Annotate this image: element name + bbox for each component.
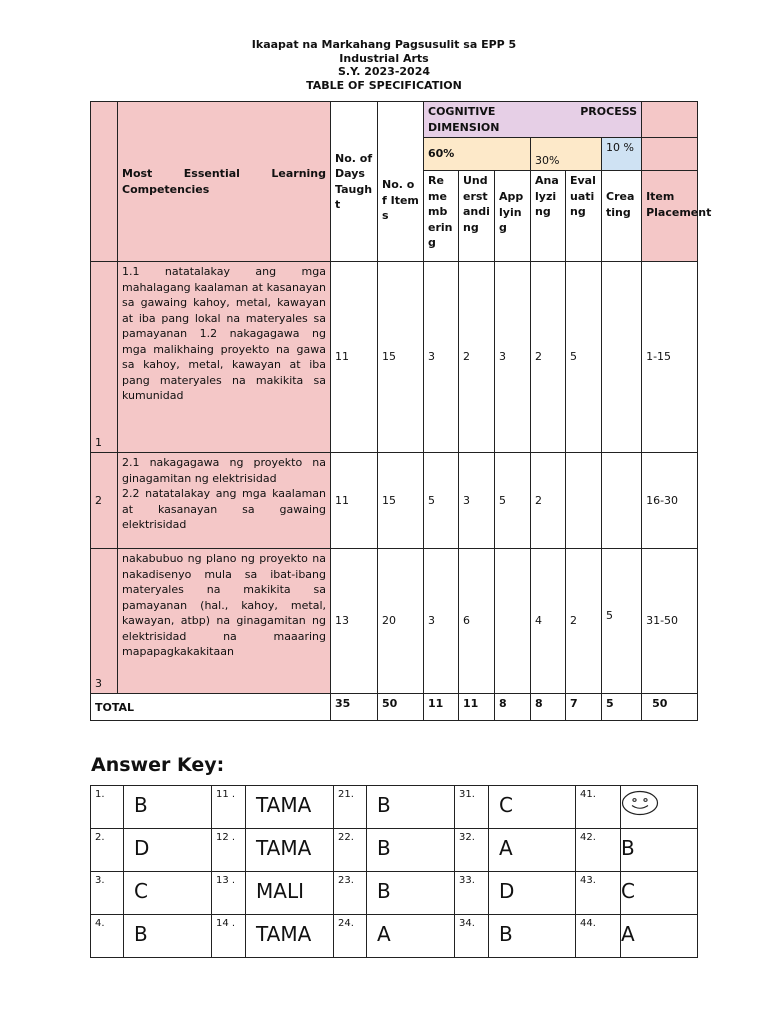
document-header	[0, 38, 768, 92]
row-number: 1	[91, 262, 118, 453]
competency-2-1: 2.1 nakagagawa ng proyekto na ginagamitan ng elektrisidad	[122, 456, 326, 485]
question-number: 41.	[576, 786, 621, 829]
question-number: 44.	[576, 915, 621, 958]
question-number: 24.	[334, 915, 367, 958]
total-label: TOTAL	[91, 694, 331, 721]
row-understanding: 3	[459, 453, 495, 549]
question-number: 22.	[334, 829, 367, 872]
answer-value: B	[124, 915, 212, 958]
header-line-4: TABLE OF SPECIFICATION	[306, 78, 462, 92]
question-number: 23.	[334, 872, 367, 915]
answer-value: A	[621, 915, 698, 958]
answer-value: B	[124, 786, 212, 829]
header-line-2: Industrial Arts	[339, 51, 429, 65]
row-number: 3	[91, 549, 118, 694]
answer-key-table	[90, 785, 698, 958]
col-understanding: Understanding	[459, 171, 495, 262]
row-understanding: 2	[459, 262, 495, 453]
row-applying: 5	[495, 453, 531, 549]
row-item-placement: 1-15	[642, 262, 698, 453]
answer-value: TAMA	[246, 786, 334, 829]
row-evaluating: 2	[566, 549, 602, 694]
answer-value: TAMA	[246, 915, 334, 958]
row-applying	[495, 549, 531, 694]
answer-value: B	[621, 829, 698, 872]
answer-value: A	[367, 915, 455, 958]
answer-value: TAMA	[246, 829, 334, 872]
row-competency: 1.1 natatalakay ang mga mahalagang kaalaman at kasanayan sa gawaing kahoy, metal, kawayan at iba pang lokal na materyales sa pamayanan 1.2 nakagagawa ng mga malikhaing proyekto na gawa sa kahoy, metal, kawayan at iba pang materyales na makikita sa kumunidad	[118, 262, 331, 453]
row-creating	[602, 262, 642, 453]
total-understanding: 11	[459, 694, 495, 721]
pct-10: 10 %	[602, 138, 642, 171]
answer-value: D	[124, 829, 212, 872]
pct-30: 30%	[531, 138, 602, 171]
question-number: 32.	[455, 829, 489, 872]
col-applying: Applying	[495, 171, 531, 262]
answer-value: A	[489, 829, 576, 872]
question-number: 13 .	[212, 872, 246, 915]
dimension-label: DIMENSION	[428, 120, 500, 134]
smiley-icon	[621, 790, 659, 816]
row-days: 11	[331, 453, 378, 549]
row-remembering: 5	[424, 453, 459, 549]
question-number: 2.	[91, 829, 124, 872]
total-analyzing: 8	[531, 694, 566, 721]
col-days-taught: No. of Days Taught	[331, 102, 378, 262]
col-no-of-items: No. of Items	[378, 102, 424, 262]
question-number: 43.	[576, 872, 621, 915]
row-days: 13	[331, 549, 378, 694]
answer-value: MALI	[246, 872, 334, 915]
answer-value: C	[124, 872, 212, 915]
question-number: 34.	[455, 915, 489, 958]
row-days: 11	[331, 262, 378, 453]
answer-value	[621, 786, 698, 829]
row-items: 15	[378, 453, 424, 549]
row-analyzing: 2	[531, 453, 566, 549]
answer-key-title: Answer Key:	[91, 754, 225, 776]
question-number: 1.	[91, 786, 124, 829]
total-item-placement: 50	[642, 694, 698, 721]
col-competencies: Most Essential Learning Competencies	[118, 102, 331, 262]
header-blank-cell	[91, 102, 118, 262]
header-blank-cell	[642, 138, 698, 171]
table-of-specification	[90, 101, 712, 721]
row-items: 15	[378, 262, 424, 453]
answer-value: C	[489, 786, 576, 829]
question-number: 11 .	[212, 786, 246, 829]
row-understanding: 6	[459, 549, 495, 694]
table-row	[91, 786, 698, 829]
question-number: 31.	[455, 786, 489, 829]
competency-2-2: 2.2 natatalakay ang mga kaalaman at kasanayan sa gawaing elektrisidad	[122, 487, 326, 531]
row-analyzing: 2	[531, 262, 566, 453]
row-item-placement: 16-30	[642, 453, 698, 549]
row-creating	[602, 453, 642, 549]
row-number: 2	[91, 453, 118, 549]
header-line-1: Ikaapat na Markahang Pagsusulit sa EPP 5	[251, 38, 517, 51]
total-row	[91, 694, 698, 721]
total-items: 50	[378, 694, 424, 721]
row-items: 20	[378, 549, 424, 694]
col-analyzing: Analyzing	[531, 171, 566, 262]
question-number: 21.	[334, 786, 367, 829]
answer-value: B	[489, 915, 576, 958]
row-competency	[118, 453, 331, 549]
table-row	[91, 262, 698, 453]
row-analyzing: 4	[531, 549, 566, 694]
col-creating: Creating	[602, 171, 642, 262]
answer-value: B	[367, 786, 455, 829]
col-item-placement: Item Placement	[642, 171, 698, 262]
row-remembering: 3	[424, 262, 459, 453]
process-label: PROCESS	[580, 105, 638, 118]
question-number: 4.	[91, 915, 124, 958]
answer-value: C	[621, 872, 698, 915]
table-row	[91, 549, 698, 694]
cognitive-dimension-header	[424, 102, 642, 138]
answer-value: D	[489, 872, 576, 915]
col-remembering: Remembering	[424, 171, 459, 262]
cognitive-label: COGNITIVE	[428, 105, 496, 118]
question-number: 33.	[455, 872, 489, 915]
row-evaluating: 5	[566, 262, 602, 453]
total-applying: 8	[495, 694, 531, 721]
table-row	[91, 453, 698, 549]
row-applying: 3	[495, 262, 531, 453]
total-remembering: 11	[424, 694, 459, 721]
table-row	[91, 872, 698, 915]
col-evaluating: Evaluating	[566, 171, 602, 262]
pct-60: 60%	[424, 138, 531, 171]
row-remembering: 3	[424, 549, 459, 694]
question-number: 42.	[576, 829, 621, 872]
total-days: 35	[331, 694, 378, 721]
table-row	[91, 829, 698, 872]
row-evaluating	[566, 453, 602, 549]
total-creating: 5	[602, 694, 642, 721]
header-blank-cell	[642, 102, 698, 138]
row-competency: nakabubuo ng plano ng proyekto na nakadisenyo mula sa ibat-ibang materyales na makikita sa pamayanan (hal., kahoy, metal, kawayan, atbp) na ginagamitan ng elektrisidad na maaaring mapapagkakakitaan	[118, 549, 331, 694]
answer-value: B	[367, 872, 455, 915]
answer-value: B	[367, 829, 455, 872]
total-evaluating: 7	[566, 694, 602, 721]
header-line-3: S.Y. 2023-2024	[337, 65, 431, 78]
question-number: 14 .	[212, 915, 246, 958]
question-number: 3.	[91, 872, 124, 915]
question-number: 12 .	[212, 829, 246, 872]
row-creating: 5	[602, 549, 642, 694]
table-row	[91, 915, 698, 958]
row-item-placement: 31-50	[642, 549, 698, 694]
